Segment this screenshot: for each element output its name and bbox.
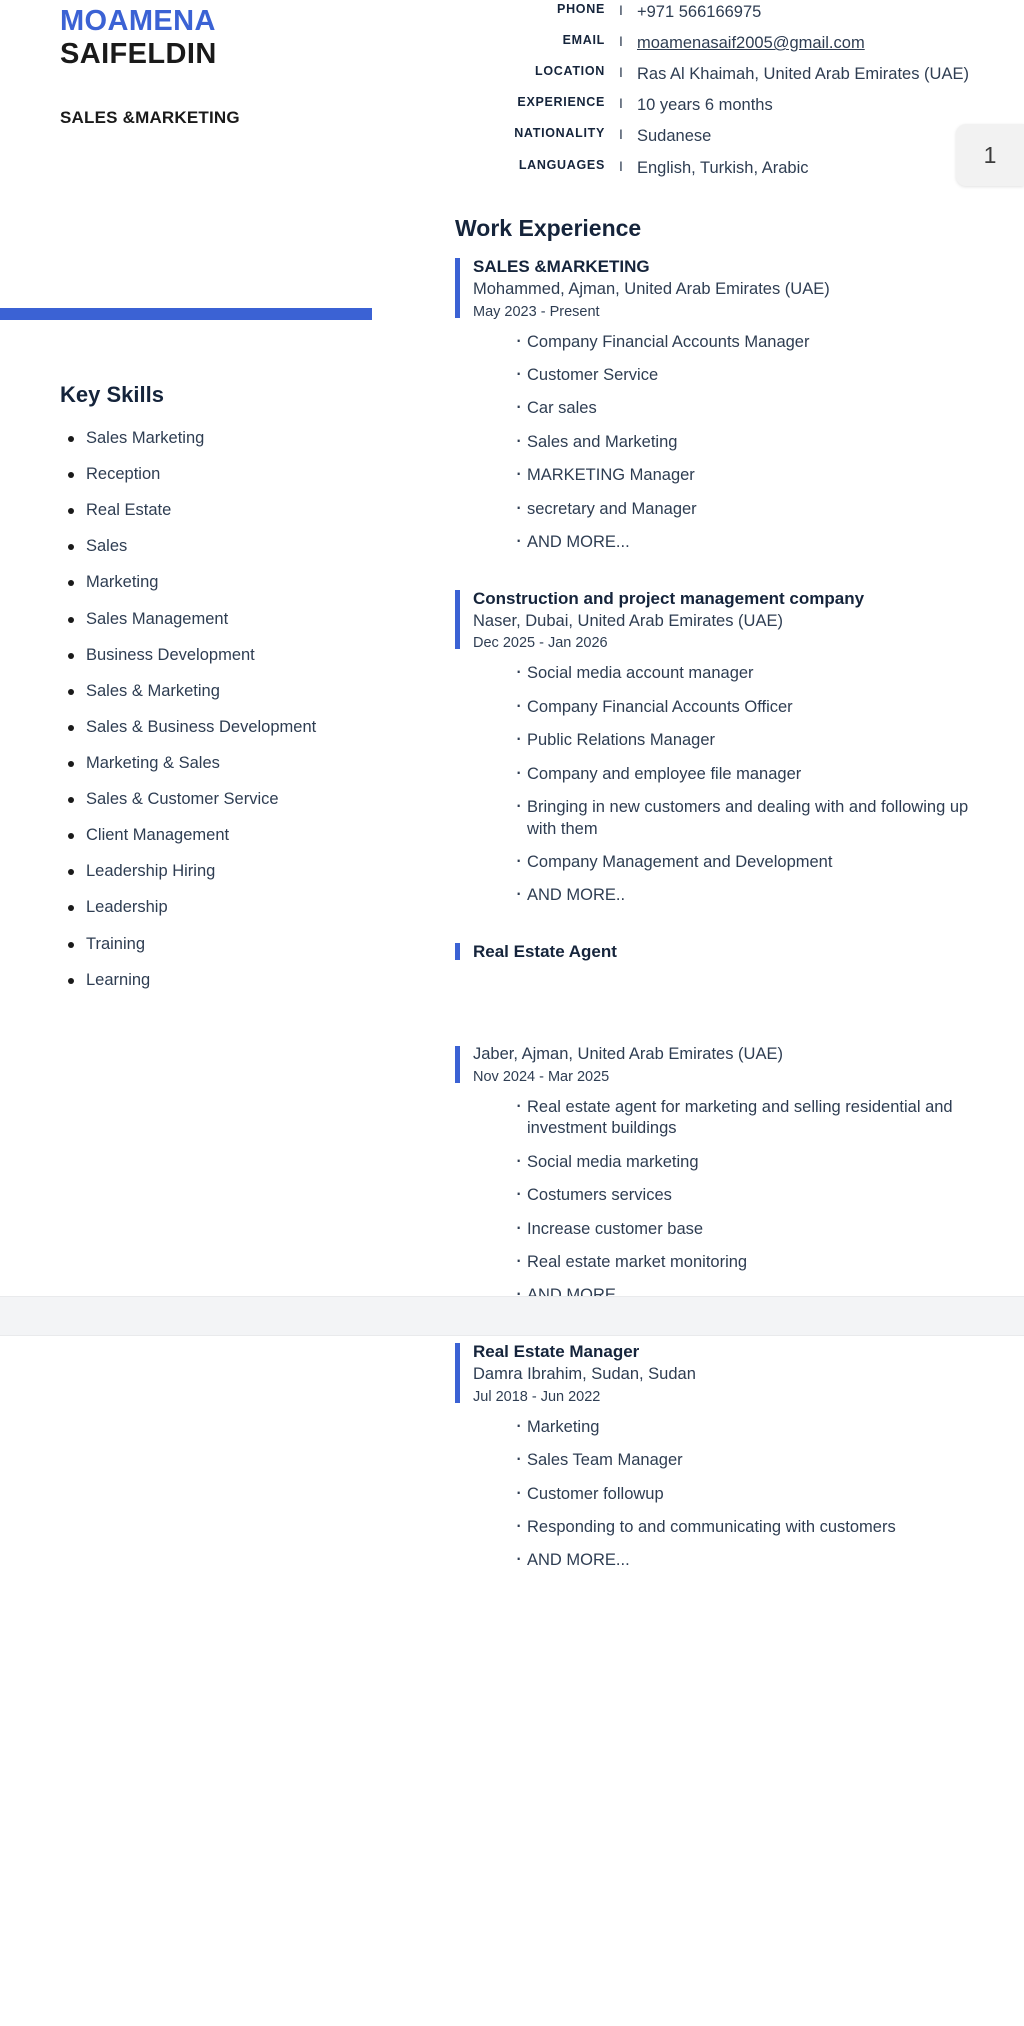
list-item: · Marketing <box>527 1417 975 1438</box>
entry-bullets <box>455 1417 975 1572</box>
list-item: · AND MORE... <box>527 532 975 553</box>
last-name: SAIFELDIN <box>60 38 217 71</box>
entry-dates: Jul 2018 - Jun 2022 <box>473 1388 601 1405</box>
table-row <box>455 126 975 157</box>
left-column <box>0 0 372 128</box>
list-item: Sales <box>84 536 360 557</box>
entry-bullets <box>455 1097 975 1307</box>
contact-separator: I <box>619 126 623 143</box>
page-number-badge: 1 <box>956 124 1024 186</box>
list-item: Marketing & Sales <box>84 753 360 774</box>
list-item: · AND MORE... <box>527 1550 975 1571</box>
contact-details-table <box>455 2 975 189</box>
list-item: · Car sales <box>527 398 975 419</box>
contact-separator: I <box>619 33 623 50</box>
list-item: Sales & Marketing <box>84 681 360 702</box>
list-item: Leadership <box>84 897 360 918</box>
list-item: Sales & Customer Service <box>84 789 360 810</box>
list-item: Business Development <box>84 645 360 666</box>
contact-value-languages: English, Turkish, Arabic <box>637 158 809 177</box>
entry-company: Naser, Dubai, United Arab Emirates (UAE) <box>473 611 783 630</box>
entry-accent-bar <box>455 590 460 650</box>
table-row <box>455 33 975 64</box>
list-item: · Real estate market monitoring <box>527 1252 975 1273</box>
first-name: MOAMENA <box>60 5 216 37</box>
entry-accent-bar <box>455 943 460 960</box>
entry-dates: Dec 2025 - Jan 2026 <box>473 635 608 652</box>
entry-role: Construction and project management company <box>473 588 865 608</box>
list-item: Training <box>84 934 360 955</box>
table-row <box>455 64 975 95</box>
list-item: Reception <box>84 464 360 485</box>
table-row <box>455 95 975 126</box>
accent-divider <box>0 308 372 320</box>
table-row <box>455 158 975 189</box>
entry-bullets <box>455 663 975 907</box>
contact-label: NATIONALITY <box>514 126 605 141</box>
list-item: · Increase customer base <box>527 1219 975 1240</box>
email-link[interactable]: moamenasaif2005@gmail.com <box>637 34 865 53</box>
key-skills-list <box>60 428 360 1006</box>
entry-company: Jaber, Ajman, United Arab Emirates (UAE) <box>473 1045 783 1064</box>
contact-label: LANGUAGES <box>518 157 605 172</box>
entry-accent-bar <box>455 1343 460 1403</box>
list-item: Leadership Hiring <box>84 861 360 882</box>
list-item: · MARKETING Manager <box>527 465 975 486</box>
list-item: Client Management <box>84 825 360 846</box>
list-item: · Responding to and communicating with customers <box>527 1517 975 1538</box>
entry-role: Real Estate Agent <box>473 941 617 961</box>
page-break-divider <box>0 1296 1024 1336</box>
entry-accent-bar <box>455 1046 460 1082</box>
list-item: Real Estate <box>84 500 360 521</box>
list-item: · Costumers services <box>527 1185 975 1206</box>
list-item: · Social media marketing <box>527 1152 975 1173</box>
list-item: · Social media account manager <box>527 663 975 684</box>
entry-role: Real Estate Manager <box>473 1341 640 1361</box>
key-skills-heading: Key Skills <box>60 382 164 407</box>
entry-company: Mohammed, Ajman, United Arab Emirates (UAE) <box>473 280 830 299</box>
work-experience-entry <box>455 1341 975 1405</box>
contact-value-phone: +971 566166975 <box>637 3 762 21</box>
list-item: Marketing <box>84 572 360 593</box>
list-item: · secretary and Manager <box>527 499 975 520</box>
spacer <box>455 566 975 588</box>
contact-separator: I <box>619 2 623 18</box>
contact-value-location: Ras Al Khaimah, United Arab Emirates (UAE) <box>637 65 969 84</box>
entry-accent-bar <box>455 258 460 318</box>
work-experience-entry <box>455 256 975 320</box>
list-item: · Real estate agent for marketing and selling residential and investment buildings <box>527 1097 975 1140</box>
list-item: Sales Management <box>84 609 360 630</box>
table-row <box>455 2 975 33</box>
list-item: · Bringing in new customers and dealing with and following up with them <box>527 797 975 840</box>
list-item: Sales Marketing <box>84 428 360 449</box>
contact-separator: I <box>619 95 623 112</box>
list-item: · AND MORE.. <box>527 885 975 906</box>
list-item: · Company Financial Accounts Officer <box>527 697 975 718</box>
entry-dates: May 2023 - Present <box>473 303 600 320</box>
entry-bullets <box>455 332 975 554</box>
contact-value-nationality: Sudanese <box>637 127 712 146</box>
list-item: · Customer Service <box>527 365 975 386</box>
contact-value-email <box>637 33 975 64</box>
page-break-spacer <box>455 968 975 1042</box>
list-item: · Sales and Marketing <box>527 432 975 453</box>
work-experience-heading: Work Experience <box>455 214 642 241</box>
list-item: · Customer followup <box>527 1484 975 1505</box>
list-item: · Company Management and Development <box>527 852 975 873</box>
list-item: · Company Financial Accounts Manager <box>527 332 975 353</box>
right-column <box>455 0 975 1584</box>
list-item: · Company and employee file manager <box>527 764 975 785</box>
contact-label: PHONE <box>557 2 605 16</box>
list-item: Learning <box>84 970 360 991</box>
list-item: · Public Relations Manager <box>527 730 975 751</box>
contact-label: LOCATION <box>535 64 605 79</box>
contact-separator: I <box>619 157 623 174</box>
contact-label: EMAIL <box>562 33 605 48</box>
list-item: Sales & Business Development <box>84 717 360 738</box>
work-experience-entry <box>455 588 975 652</box>
contact-value-experience: 10 years 6 months <box>637 96 773 115</box>
entry-company: Damra Ibrahim, Sudan, Sudan <box>473 1365 696 1384</box>
contact-label: EXPERIENCE <box>517 95 605 110</box>
work-experience-entry-continued <box>455 1044 975 1084</box>
entry-role: SALES &MARKETING <box>473 256 650 276</box>
entry-dates: Nov 2024 - Mar 2025 <box>473 1068 610 1085</box>
headline-job-title: SALES &MARKETING <box>60 107 240 127</box>
contact-separator: I <box>619 64 623 81</box>
spacer <box>455 919 975 941</box>
work-experience-entry <box>455 941 975 962</box>
list-item: · Sales Team Manager <box>527 1450 975 1471</box>
